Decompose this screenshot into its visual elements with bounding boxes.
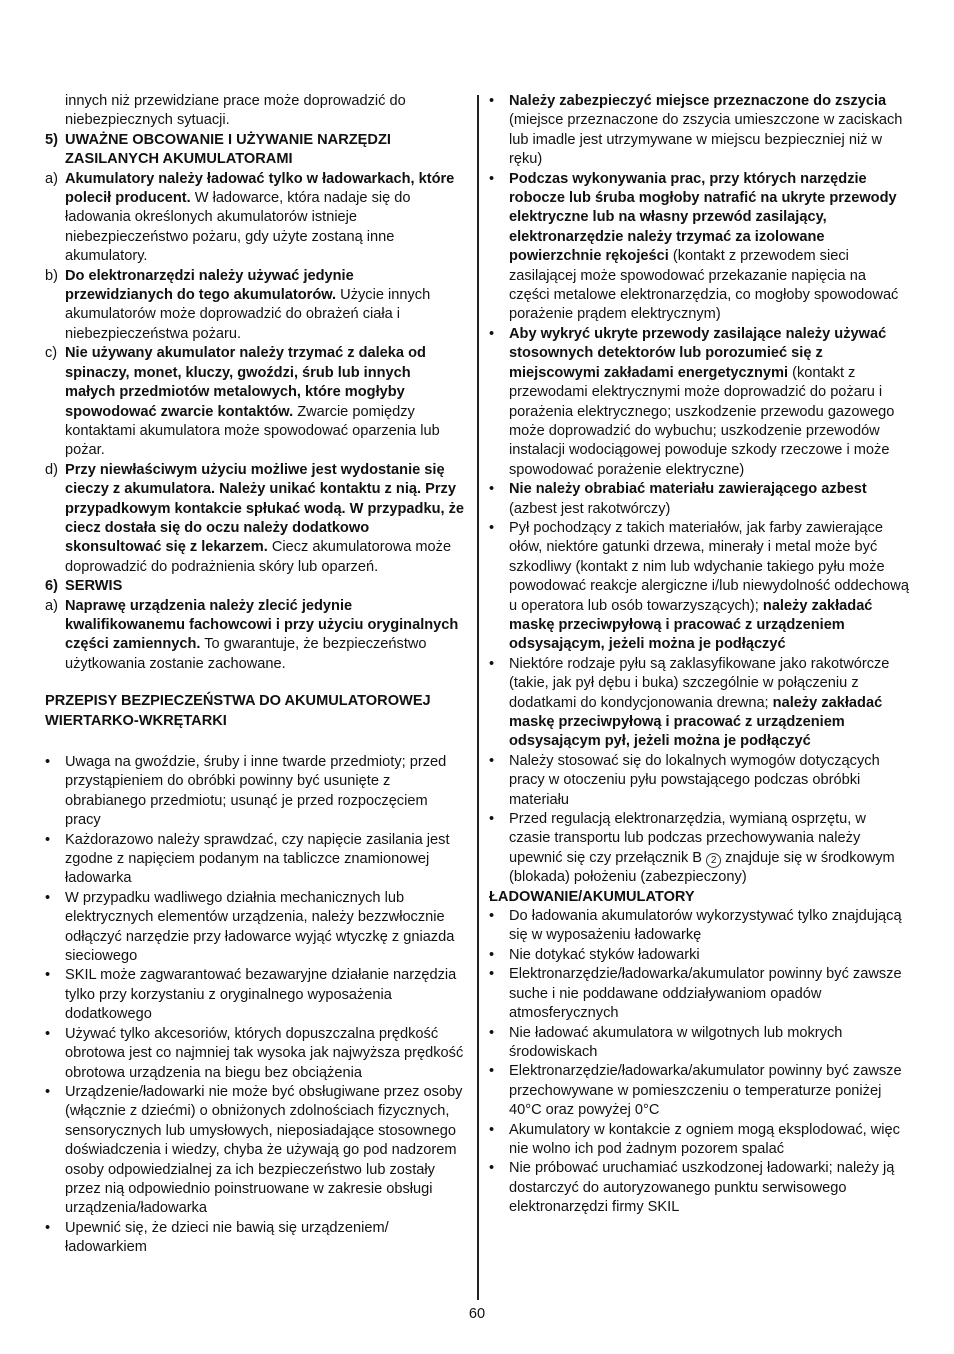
list-item: [45, 889, 465, 967]
bullet-mark: •: [489, 811, 495, 828]
list-item: [45, 267, 465, 345]
section-6-heading: [45, 577, 465, 596]
list-item: [45, 461, 465, 577]
item-text: Nie dotykać styków ładowarki: [509, 946, 700, 963]
list-item: [489, 810, 909, 888]
item-text: To gwarantuje, że bezpieczeństwo użytkowania zostanie zachowane.: [65, 636, 427, 672]
bullet-mark: •: [489, 93, 495, 109]
bullet-mark: •: [45, 967, 51, 984]
list-item: [489, 655, 909, 752]
list-item: [489, 1062, 909, 1120]
list-item: [489, 1121, 909, 1160]
item-text: SKIL może zagwarantować bezawaryjne działanie narzędzia tylko przy korzystaniu z oryginalnego wyposażenia dodatkowego: [65, 967, 457, 1023]
item-text: Niektóre rodzaje pyłu są zaklasyfikowane jako rakotwórcze (takie, jak pył dębu i buka) szczególnie w połączeniu z dodatkami do kondycjonowania drewna;: [509, 655, 890, 711]
bullet-mark: •: [489, 1024, 495, 1041]
list-item: [45, 966, 465, 1024]
list-item: [489, 325, 909, 480]
list-item: [489, 170, 909, 325]
bullet-mark: •: [489, 1063, 495, 1080]
item-text: Upewnić się, że dzieci nie bawią się urządzeniem/ładowarkiem: [65, 1219, 389, 1256]
item-text: (miejsce przeznaczone do zszycia umieszczone w zaciskach lub imadle jest utrzymywane w miejscu bezpieczniej niż w ręku): [509, 112, 903, 168]
list-item: [489, 1024, 909, 1063]
page-number: 60: [468, 1306, 486, 1322]
item-marker: b): [45, 267, 58, 284]
section-number: 6): [45, 578, 58, 595]
section-number: 5): [45, 131, 58, 148]
item-text: W ładowarce, która nadaje się do ładowania określonych akumulatorów istnieje niebezpieczeństwo pożaru, gdy użyte zostaną inne akumulatory.: [65, 190, 411, 265]
bullet-mark: •: [489, 170, 495, 187]
list-item: [489, 519, 909, 655]
charging-bullets: [489, 907, 909, 1218]
bullet-mark: •: [45, 831, 51, 848]
bullet-mark: •: [45, 1025, 51, 1042]
item-bold-text: Przy niewłaściwym użyciu możliwe jest wydostanie się cieczy z akumulatora. Należy unikać kontaktu z nią. Przy przypadkowym kontakcie spłukać wodą. W przypadku, że ciecz dostała się do oczu należy dodatkowo skonsultować się z lekarzem.: [65, 461, 465, 556]
bullet-mark: •: [489, 966, 495, 983]
bullet-mark: •: [489, 655, 495, 672]
item-bold-text: Należy zabezpieczyć miejsce przeznaczone do zszycia: [509, 93, 887, 109]
list-item: [45, 753, 465, 831]
item-text: Nie próbować uruchamiać uszkodzonej ładowarki; należy ją dostarczyć do autoryzowanego punktu serwisowego elektronarzędzi firmy SKIL: [509, 1160, 895, 1216]
list-item: [489, 752, 909, 810]
list-item: [45, 1219, 465, 1258]
item-text: Ciecz akumulatorowa może doprowadzić do podrażnienia skóry lub oparzeń.: [65, 539, 452, 575]
bullet-mark: •: [489, 946, 495, 963]
column-divider: [477, 95, 479, 1300]
item-text: Zwarcie pomiędzy kontaktami akumulatora może spowodować oparzenia lub pożar.: [65, 403, 440, 459]
bullet-mark: •: [489, 519, 495, 536]
bullet-mark: •: [489, 908, 495, 925]
list-item: [45, 344, 465, 460]
list-item: [489, 92, 909, 170]
item-bold-text: Do elektronarzędzi należy używać jedynie przewidzianych do tego akumulatorów.: [65, 267, 354, 304]
item-text: Należy stosować się do lokalnych wymogów dotyczących pracy w otoczeniu pyłu powstającego podczas obróbki materiału: [509, 752, 880, 808]
item-text: Używać tylko akcesoriów, których dopuszczalna prędkość obrotowa jest co najmniej tak wysoka jak najwyższa prędkość obrotowa urządzenia na biegu bez obciążenia: [65, 1025, 464, 1081]
item-text: Uwaga na gwoździe, śruby i inne twarde przedmioty; przed przystąpieniem do obróbki powinny być usunięte z obrabianego przedmiotu; usunąć je przed rozpoczęciem pracy: [65, 754, 447, 829]
charging-heading: ŁADOWANIE/AKUMULATORY: [489, 888, 695, 905]
section-title: UWAŻNE OBCOWANIE I UŻYWANIE NARZĘDZI ZASILANYCH AKUMULATORAMI: [65, 131, 391, 168]
left-column: [45, 92, 465, 1258]
bullet-mark: •: [489, 1121, 495, 1138]
item-text: Akumulatory w kontakcie z ogniem mogą eksplodować, więc nie wolno ich pod żadnym pozorem spalać: [509, 1121, 900, 1157]
list-item: [489, 946, 909, 965]
list-item: [489, 965, 909, 1023]
bullet-mark: •: [489, 325, 495, 342]
item-marker: a): [45, 170, 58, 187]
item-marker: d): [45, 461, 58, 478]
bullet-mark: •: [45, 889, 51, 906]
item-text: Nie ładować akumulatora w wilgotnych lub mokrych środowiskach: [509, 1024, 843, 1060]
circled-number-icon: 2: [706, 853, 721, 868]
list-item: [45, 1025, 465, 1083]
section-5-items: [45, 170, 465, 578]
item-bold-text: należy zakładać maskę przeciwpyłową i pracować z urządzeniem odsysającym, jeżeli można je podłączyć: [509, 597, 873, 653]
bullet-mark: •: [45, 754, 51, 770]
list-item: [45, 597, 465, 675]
list-item: [489, 480, 909, 519]
item-text: znajduje się w środkowym (blokada) położeniu (zabezpieczony): [509, 849, 895, 886]
item-text: (kontakt z przewodem sieci zasilającej może spowodować przekazanie napięcia na części metalowe elektronarzędzia, co mogłoby spowodować porażenie prądem elektrycznym): [509, 248, 899, 323]
safety-bullets: [45, 753, 465, 1258]
item-text: Pył pochodzący z takich materiałów, jak farby zawierające ołów, niektóre gatunki drzewa, minerały i metal może być szkodliwy (kontakt z nim lub wdychanie takiego pyłu może powodować reakcje alergiczne i/lub niewydolność oddechową u operatora lub osób towarzyszących);: [509, 519, 909, 614]
item-bold-text: Akumulatory należy ładować tylko w ładowarkach, które polecił producent.: [65, 170, 455, 207]
bullet-mark: •: [489, 752, 495, 769]
item-bold-text: Podczas wykonywania prac, przy których narzędzie robocze lub śruba mogłoby natrafić na ukryte przewody elektryczne lub na własny przewód zasilający, elektronarzędzie należy trzymać za izolowane powierzchnie rękojeści: [509, 170, 897, 265]
item-text: (azbest jest rakotwórczy): [509, 500, 671, 517]
item-text: Użycie innych akumulatorów może doprowadzić do obrażeń ciała i niebezpieczeństwa pożaru.: [65, 287, 431, 342]
item-text: W przypadku wadliwego działnia mechanicznych lub elektrycznych elementów urządzenia, należy bezzwłocznie odłączyć narzędzie przy ładowarce wyjąć wtyczkę z gniazda sieciowego: [65, 889, 455, 965]
item-text: Elektronarzędzie/ładowarka/akumulator powinny być zawsze suche i nie poddawane oddziaływaniom opadów atmosferycznych: [509, 966, 902, 1022]
item-text: Do ładowania akumulatorów wykorzystywać tylko znajdującą się w wyposażeniu ładowarkę: [509, 908, 902, 944]
item-text: Elektronarzędzie/ładowarka/akumulator powinny być zawsze przechowywane w pomieszczeniu o temperaturze poniżej 40°C oraz powyżej 0°C: [509, 1063, 902, 1119]
item-bold-text: Naprawę urządzenia należy zlecić jedynie kwalifikowanemu fachowcowi i przy użyciu oryginalnych części zamiennych.: [65, 597, 459, 653]
bullet-mark: •: [489, 481, 495, 498]
list-item: [489, 907, 909, 946]
list-item: [45, 831, 465, 889]
list-item: [489, 1159, 909, 1217]
bullet-mark: •: [489, 1160, 495, 1177]
list-item: [45, 1083, 465, 1219]
section-title: SERWIS: [65, 578, 123, 595]
item-text: Urządzenie/ładowarki nie może być obsługiwane przez osoby (włącznie z dziećmi) o obniżonych zdolnościach fizycznych, sensorycznych lub umysłowych, nieposiadające stosownego doświadczenia i wiedzy, chyba że używają go pod nadzorem osoby odpowiedzialnej za ich bezpieczeństwo lub zostały przez nią odpowiednio poinstruowane w zakresie obsługi urządzenia/ładowarka: [65, 1083, 463, 1217]
safety-heading: PRZEPISY BEZPIECZEŃSTWA DO AKUMULATOROWEJ WIERTARKO-WKRĘTARKI: [45, 693, 431, 729]
item-marker: a): [45, 597, 58, 614]
continued-text: innych niż przewidziane prace może doprowadzić do niebezpiecznych sytuacji.: [65, 93, 406, 129]
item-marker: c): [45, 345, 58, 362]
item-bold-text: Nie używany akumulator należy trzymać z daleka od spinaczy, monet, kluczy, gwoździ, śrub lub innych małych przedmiotów metalowych, które mogłyby spowodować zwarcie kontaktów.: [65, 345, 426, 420]
section-5-heading: [45, 131, 465, 170]
bullet-mark: •: [45, 1083, 51, 1100]
right-column: [489, 92, 909, 1218]
item-bold-text: należy zakładać maskę przeciwpyłową i pracować z urządzeniem odsysającym pył, jeżeli można je podłączyć: [509, 694, 883, 750]
list-item: [45, 170, 465, 267]
item-text: (kontakt z przewodami elektrycznymi może doprowadzić do pożaru i porażenia elektrycznego; uszkodzenie przewodu gazowego może doprowadzić do wybuchu; uszkodzenie przewodów instalacji wodociągowej powoduje szkody rzeczowe i może spowodować porażenie elektryczne): [509, 364, 895, 478]
item-bold-text: Aby wykryć ukryte przewody zasilające należy używać stosownych detektorów lub porozumieć się z miejscowymi zakładami energetycznymi: [509, 325, 887, 381]
item-text: Przed regulacją elektronarzędzia, wymianą osprzętu, w czasie transportu lub podczas przechowywania należy upewnić się czy przełącznik B: [509, 811, 866, 866]
item-text: Każdorazowo należy sprawdzać, czy napięcie zasilania jest zgodne z napięciem podanym na tabliczce znamionowej ładowarka: [65, 831, 450, 887]
bullet-mark: •: [45, 1219, 51, 1236]
item-bold-text: Nie należy obrabiać materiału zawierającego azbest: [509, 481, 867, 498]
